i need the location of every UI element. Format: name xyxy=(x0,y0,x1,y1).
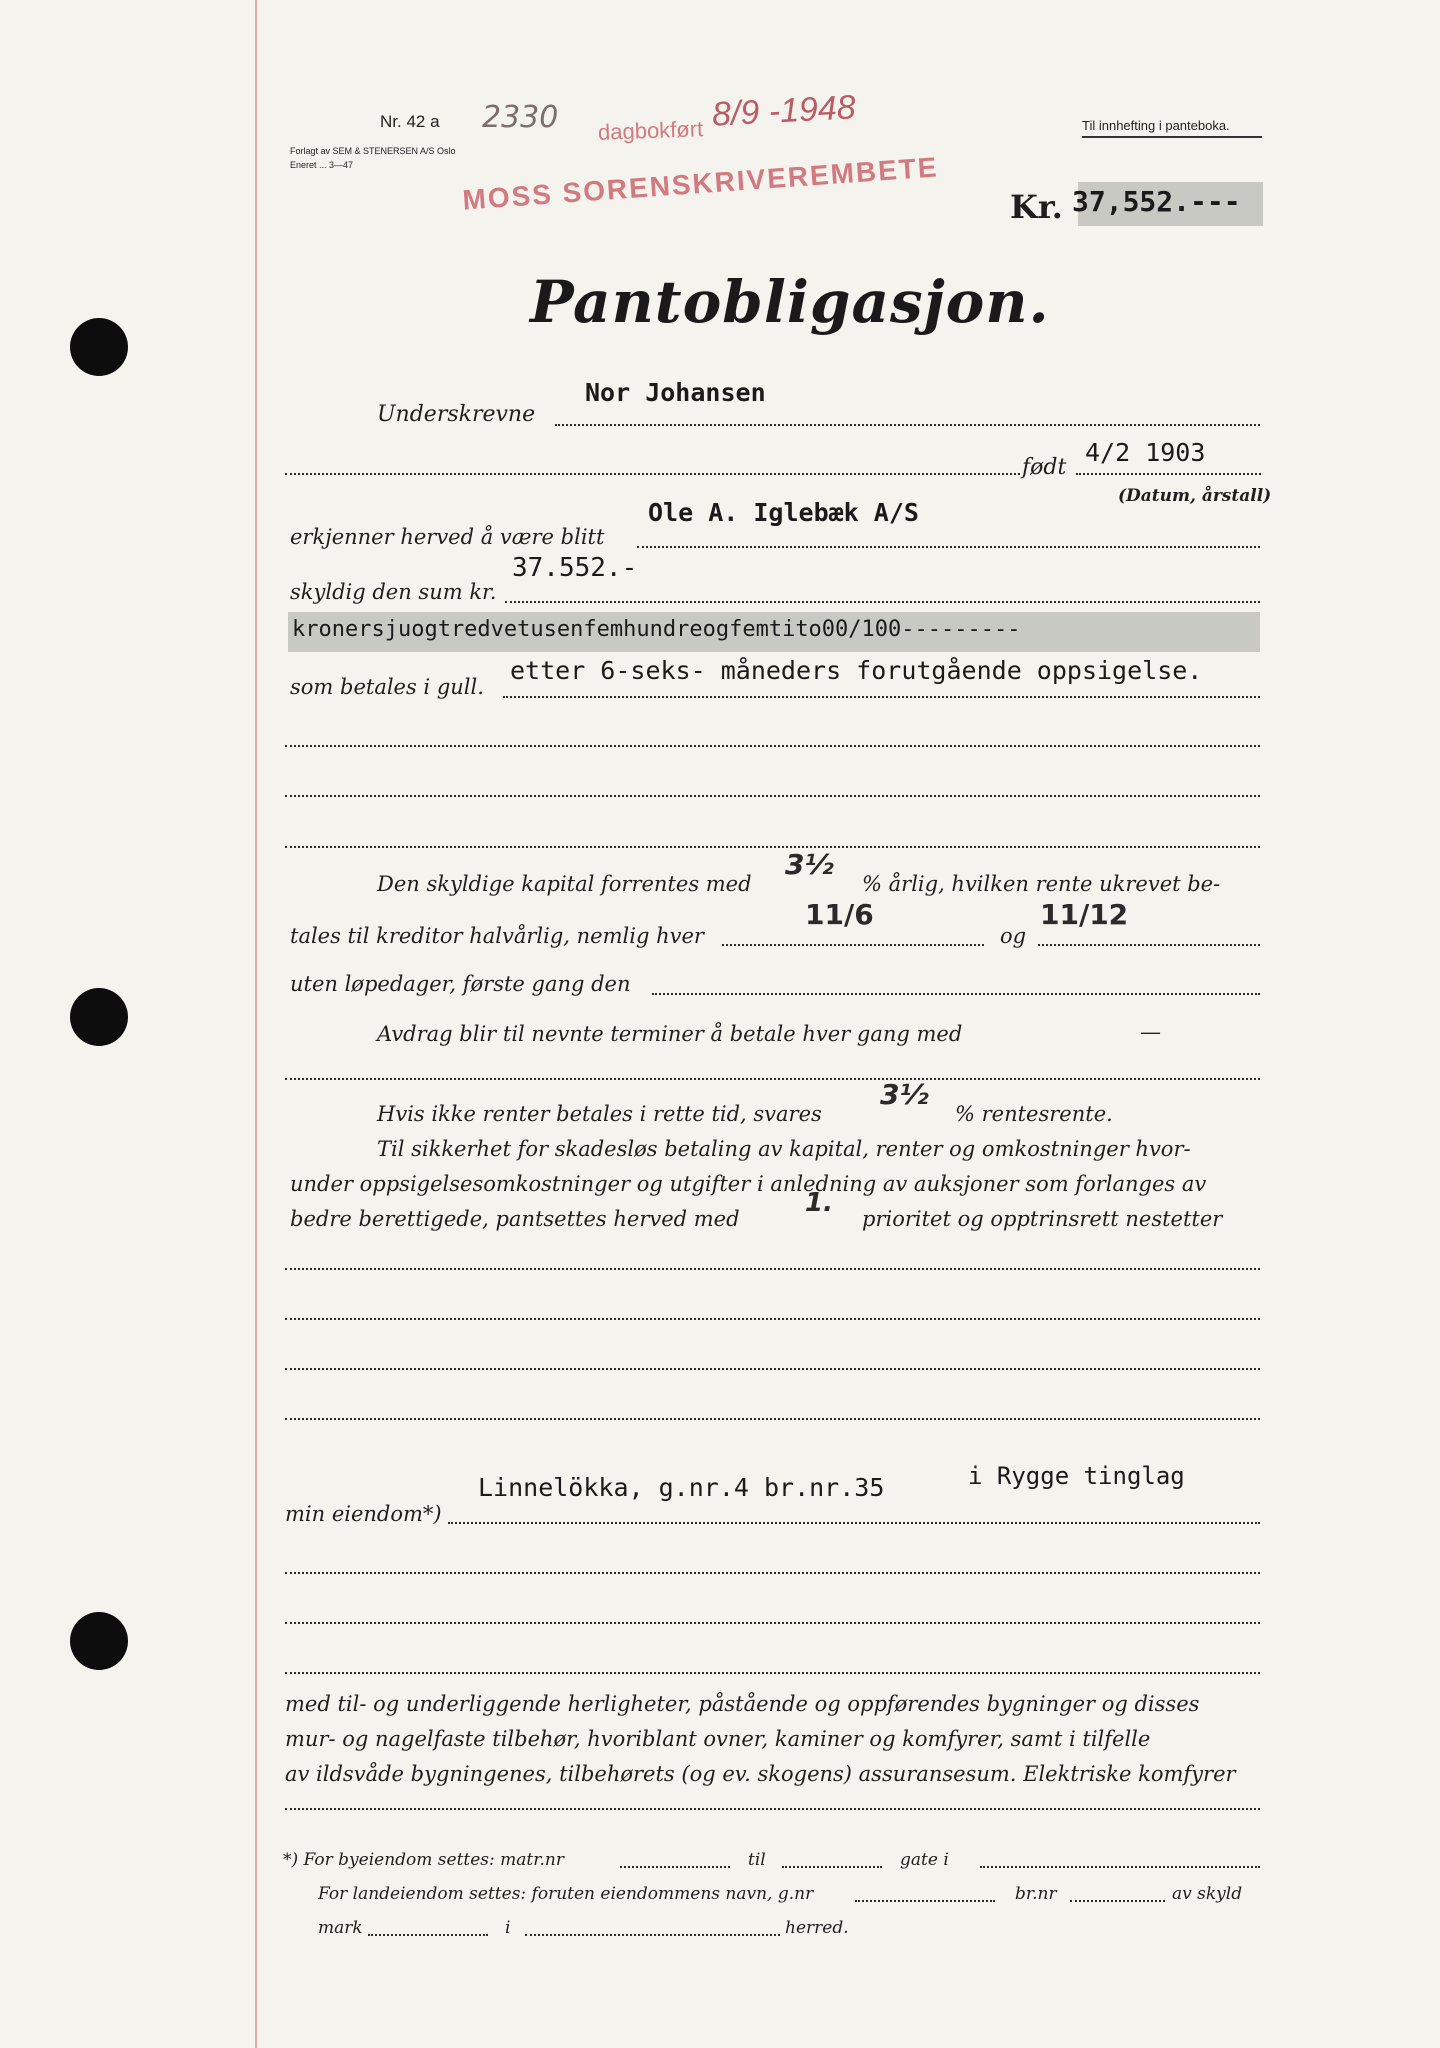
terms-text: etter 6-seks- måneders forutgående oppsigelse. xyxy=(510,656,1203,685)
creditor-line xyxy=(637,546,1260,548)
binding-note-rule xyxy=(1082,136,1262,138)
first-date-line xyxy=(652,993,1260,995)
interest-og: og xyxy=(1000,924,1027,948)
footnote-1a: *) For byeiendom settes: matr.nr xyxy=(283,1850,564,1870)
debtor-line xyxy=(555,424,1260,426)
term-date-line-2 xyxy=(1038,944,1260,946)
blank-line xyxy=(285,1078,1260,1080)
publisher: Forlagt av SEM & STENERSEN A/S Oslo xyxy=(290,146,456,156)
footnote-line xyxy=(855,1900,995,1902)
kr-amount: 37,552.--- xyxy=(1072,185,1241,218)
late-rate: 3½ xyxy=(880,1078,929,1111)
security-text-1: Til sikkerhet for skadesløs betaling av kapital, renter og omkostninger hvor- xyxy=(377,1137,1191,1161)
stamp-date: 8/9 -1948 xyxy=(711,88,857,134)
binding-note: Til innhefting i panteboka. xyxy=(1082,118,1230,133)
creditor-name: Ole A. Iglebæk A/S xyxy=(648,498,919,527)
security-text-3a: bedre berettigede, pantsettes herved med xyxy=(290,1207,740,1231)
installment-dash: — xyxy=(1140,1020,1161,1044)
footnote-2a: For landeiendom settes: foruten eiendommens navn, g.nr xyxy=(318,1884,814,1904)
interest-text-2a: tales til kreditor halvårlig, nemlig hver xyxy=(290,924,704,948)
footnote-line xyxy=(620,1866,730,1868)
closing-line-1: med til- og underliggende herligheter, påstående og oppførendes bygninger og disses xyxy=(285,1692,1200,1716)
closing-line-2: mur- og nagelfaste tilbehør, hvoriblant ovner, kaminer og komfyrer, samt i tilfelle xyxy=(285,1727,1151,1751)
stamp-office: MOSS SORENSKRIVEREMBETE xyxy=(461,151,940,216)
late-interest-b: % rentesrente. xyxy=(955,1102,1113,1126)
footnote-2c: av skyld xyxy=(1172,1884,1243,1904)
punch-hole xyxy=(70,988,128,1046)
owe-label: skyldig den sum kr. xyxy=(290,580,497,604)
footnote-line xyxy=(525,1934,780,1936)
undersigned-label: Underskrevne xyxy=(377,402,536,427)
born-value: 4/2 1903 xyxy=(1085,438,1206,467)
interest-text-1a: Den skyldige kapital forrentes med xyxy=(377,872,752,896)
property-label: min eiendom*) xyxy=(285,1502,442,1526)
sum-line xyxy=(505,601,1260,603)
blank-line xyxy=(285,745,1260,747)
blank-line xyxy=(285,1572,1260,1574)
footnote-1c: gate i xyxy=(900,1850,949,1870)
pay-gold-label: som betales i gull. xyxy=(290,675,484,699)
security-text-3b: prioritet og opptrinsrett nestetter xyxy=(862,1207,1223,1231)
interest-rate: 3½ xyxy=(785,848,834,881)
kr-label: Kr. xyxy=(1010,188,1063,226)
term-date-1: 11/6 xyxy=(805,898,874,931)
blank-line xyxy=(285,1672,1260,1674)
case-number: 2330 xyxy=(482,100,559,135)
blank-line xyxy=(285,1268,1260,1270)
footnote-2b: br.nr xyxy=(1015,1884,1057,1904)
publisher-extra: Eneret ... 3—47 xyxy=(290,160,354,170)
form-number: Nr. 42 a xyxy=(380,112,440,131)
blank-line xyxy=(285,473,1020,475)
terms-line xyxy=(503,696,1260,698)
property-text: Linnelökka, g.nr.4 br.nr.35 xyxy=(478,1473,885,1502)
punch-hole xyxy=(70,1612,128,1670)
footnote-line xyxy=(1070,1900,1165,1902)
interest-text-3: uten løpedager, første gang den xyxy=(290,972,631,996)
footnote-line xyxy=(980,1866,1260,1868)
acknowledge-label: erkjenner herved å være blitt xyxy=(290,525,605,549)
document-title: Pantobligasjon. xyxy=(530,268,1050,336)
interest-text-1b: % årlig, hvilken rente ukrevet be- xyxy=(862,872,1221,896)
closing-line-rule xyxy=(285,1808,1260,1810)
closing-line-3: av ildsvåde bygningenes, tilbehørets (og ev. skogens) assuransesum. Elektriske komfyrer xyxy=(285,1762,1236,1786)
sum-amount: 37.552.- xyxy=(512,553,638,583)
born-hint: (Datum, årstall) xyxy=(1118,486,1272,506)
footnote-line xyxy=(782,1866,882,1868)
property-text-2: i Rygge tinglag xyxy=(968,1462,1185,1490)
blank-line xyxy=(285,1622,1260,1624)
blank-line xyxy=(285,795,1260,797)
priority-number: 1. xyxy=(805,1188,833,1218)
footnote-1b: til xyxy=(748,1850,766,1870)
blank-line xyxy=(285,846,1260,848)
footnote-3c: herred. xyxy=(785,1918,849,1938)
security-text-2: under oppsigelsesomkostninger og utgifter i anledning av auksjoner som forlanges av xyxy=(290,1172,1207,1196)
installment-text: Avdrag blir til nevnte terminer å betale hver gang med xyxy=(377,1022,963,1046)
footnote-line xyxy=(368,1934,488,1936)
blank-line xyxy=(285,1418,1260,1420)
stamp-dagbokfort: dagbokført xyxy=(597,116,704,145)
property-line xyxy=(448,1522,1260,1524)
margin-line xyxy=(255,0,257,2048)
punch-hole xyxy=(70,318,128,376)
debtor-name: Nor Johansen xyxy=(585,378,766,407)
footnote-3b: i xyxy=(505,1918,511,1938)
late-interest-a: Hvis ikke renter betales i rette tid, svares xyxy=(377,1102,822,1126)
term-date-line-1 xyxy=(722,944,984,946)
term-date-2: 11/12 xyxy=(1040,898,1129,931)
born-label: født xyxy=(1022,455,1067,480)
sum-in-words: kronersjuogtredvetusenfemhundreogfemtito00/100--------- xyxy=(292,617,1021,642)
footnote-3a: mark xyxy=(318,1918,363,1938)
blank-line xyxy=(285,1368,1260,1370)
blank-line xyxy=(285,1318,1260,1320)
born-line xyxy=(1076,473,1261,475)
